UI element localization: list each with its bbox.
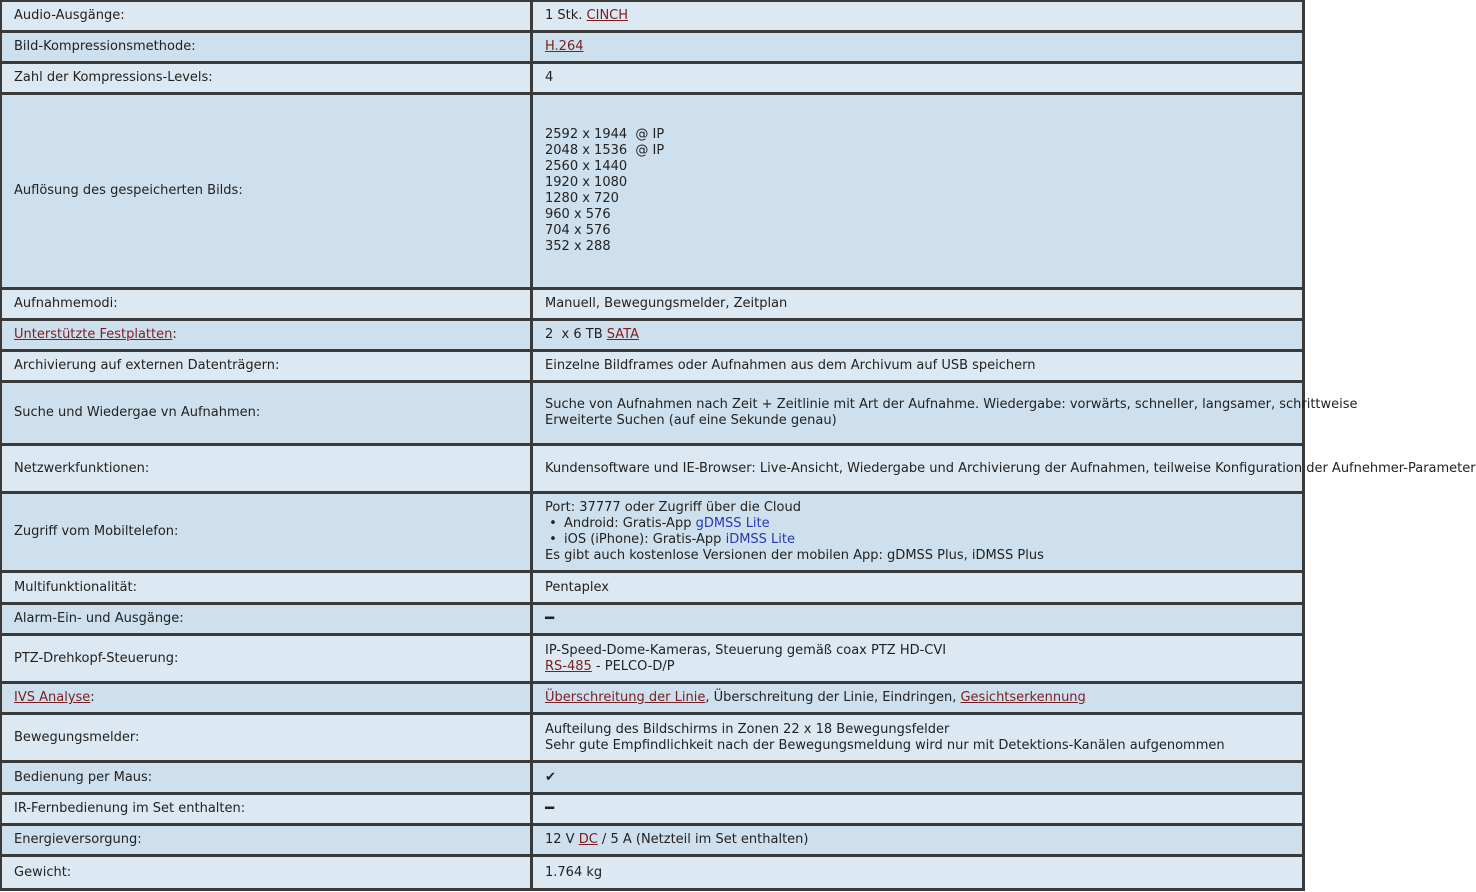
value-line: Sehr gute Empfindlichkeit nach der Bewegungsmeldung wird nur mit Detektions-Kanälen aufgenommen [545,737,1225,753]
table-row [1,445,1304,493]
row-label [1,320,532,351]
resolution-line: 2560 x 1440 [545,159,628,174]
row-label: Energieversorgung: [1,825,532,856]
row-value: Manuell, Bewegungsmelder, Zeitplan [532,289,1304,320]
row-label: Bewegungsmelder: [1,714,532,762]
row-value [532,825,1304,856]
row-value: Kundensoftware und IE-Browser: Live-Ansicht, Wiedergabe und Archivierung der Aufnahmen, teilweise Konfiguration der Aufnehmer-Parameter [532,445,1304,493]
ivs-analyse-link[interactable]: IVS Analyse [14,690,91,705]
resolution-line: 1920 x 1080 [545,175,628,190]
rs485-link[interactable]: RS-485 [545,658,592,674]
value-text: - PELCO-D/P [591,658,675,674]
table-row [1,320,1304,351]
dash-icon: ━ [545,799,555,817]
resolution-line: 704 x 576 [545,223,611,238]
value-line [545,659,1290,675]
value-line: IP-Speed-Dome-Kameras, Steuerung gemäß coax PTZ HD-CVI [545,642,947,658]
dash-icon: ━ [545,609,555,627]
table-row [1,604,1304,635]
h264-link[interactable]: H.264 [545,39,584,54]
table-row [1,289,1304,320]
row-label: Bedienung per Maus: [1,762,532,794]
row-label: Audio-Ausgänge: [1,1,532,32]
row-value: Einzelne Bildframes oder Aufnahmen aus dem Archivum auf USB speichern [532,351,1304,382]
value-text: , Überschreitung der Linie, Eindringen, [705,690,961,705]
table-row [1,94,1304,289]
resolution-line: 2592 x 1944 @ IP [545,127,665,142]
row-label: Auflösung des gespeicherten Bilds: [1,94,532,289]
idmss-lite-link[interactable]: iDMSS Lite [725,532,796,547]
resolution-line: 1280 x 720 [545,191,619,206]
row-value [532,762,1304,794]
resolution-line: 960 x 576 [545,207,611,222]
row-label: Bild-Kompressionsmethode: [1,32,532,63]
value-text: 1 Stk. [545,8,587,23]
row-value [532,1,1304,32]
cinch-link[interactable]: CINCH [586,8,629,23]
list-item [545,532,1290,548]
row-label: Netzwerkfunktionen: [1,445,532,493]
table-row [1,382,1304,445]
gdmss-lite-link[interactable]: gDMSS Lite [695,516,770,531]
value-text: 2 x 6 TB [545,327,607,342]
row-value: 4 [532,63,1304,94]
row-value [532,604,1304,635]
table-row [1,63,1304,94]
table-row [1,825,1304,856]
table-row [1,856,1304,890]
table-row [1,493,1304,572]
row-value [532,94,1304,289]
bullet-icon: • [545,532,557,547]
row-value [532,320,1304,351]
row-label: Zugriff vom Mobiltelefon: [1,493,532,572]
label-suffix: : [90,690,95,705]
row-label: Zahl der Kompressions-Levels: [1,63,532,94]
label-suffix: : [172,327,177,342]
table-row [1,32,1304,63]
table-row [1,572,1304,604]
value-line: Aufteilung des Bildschirms in Zonen 22 x 18 Bewegungsfelder [545,721,950,737]
value-line: Port: 37777 oder Zugriff über die Cloud [545,500,801,515]
row-value [532,635,1304,683]
gesichtserkennung-link[interactable]: Gesichtserkennung [960,690,1086,705]
value-line: Es gibt auch kostenlose Versionen der mobilen App: gDMSS Plus, iDMSS Plus [545,548,1044,563]
row-label: Multifunktionalität: [1,572,532,604]
row-label: Archivierung auf externen Datenträgern: [1,351,532,382]
table-row [1,794,1304,825]
row-label [1,683,532,714]
table-row [1,351,1304,382]
linie-link[interactable]: Überschreitung der Linie [545,690,706,705]
row-label: Suche und Wiedergae vn Aufnahmen: [1,382,532,445]
table-row [1,1,1304,32]
value-text: 12 V [545,832,579,847]
value-text: iOS (iPhone): Gratis-App [564,532,726,547]
row-label: Gewicht: [1,856,532,890]
value-line: Erweiterte Suchen (auf eine Sekunde genau) [545,413,837,428]
row-value [532,794,1304,825]
row-value: Pentaplex [532,572,1304,604]
value-text: Android: Gratis-App [564,516,696,531]
checkmark-icon: ✔ [545,769,556,785]
list-item [545,516,1290,532]
row-label: PTZ-Drehkopf-Steuerung: [1,635,532,683]
resolution-line: 2048 x 1536 @ IP [545,143,665,158]
table-row [1,683,1304,714]
table-row [1,635,1304,683]
row-value [532,493,1304,572]
row-value [532,382,1358,445]
value-text: / 5 A (Netzteil im Set enthalten) [597,832,809,847]
row-value: 1.764 kg [532,856,1304,890]
row-value [532,683,1304,714]
resolution-line: 352 x 288 [545,239,611,254]
bullet-icon: • [545,516,557,531]
table-row [1,714,1304,762]
row-label: Alarm-Ein- und Ausgänge: [1,604,532,635]
value-line: Suche von Aufnahmen nach Zeit + Zeitlinie mit Art der Aufnahme. Wiedergabe: vorwärts, schneller, langsamer, schrittweise [545,397,1358,412]
festplatten-link[interactable]: Unterstützte Festplatten [14,327,173,342]
row-value [532,714,1304,762]
row-label: Aufnahmemodi: [1,289,532,320]
row-label: IR-Fernbedienung im Set enthalten: [1,794,532,825]
table-row [1,762,1304,794]
dc-link[interactable]: DC [578,832,598,847]
row-value [532,32,1304,63]
sata-link[interactable]: SATA [606,327,639,342]
